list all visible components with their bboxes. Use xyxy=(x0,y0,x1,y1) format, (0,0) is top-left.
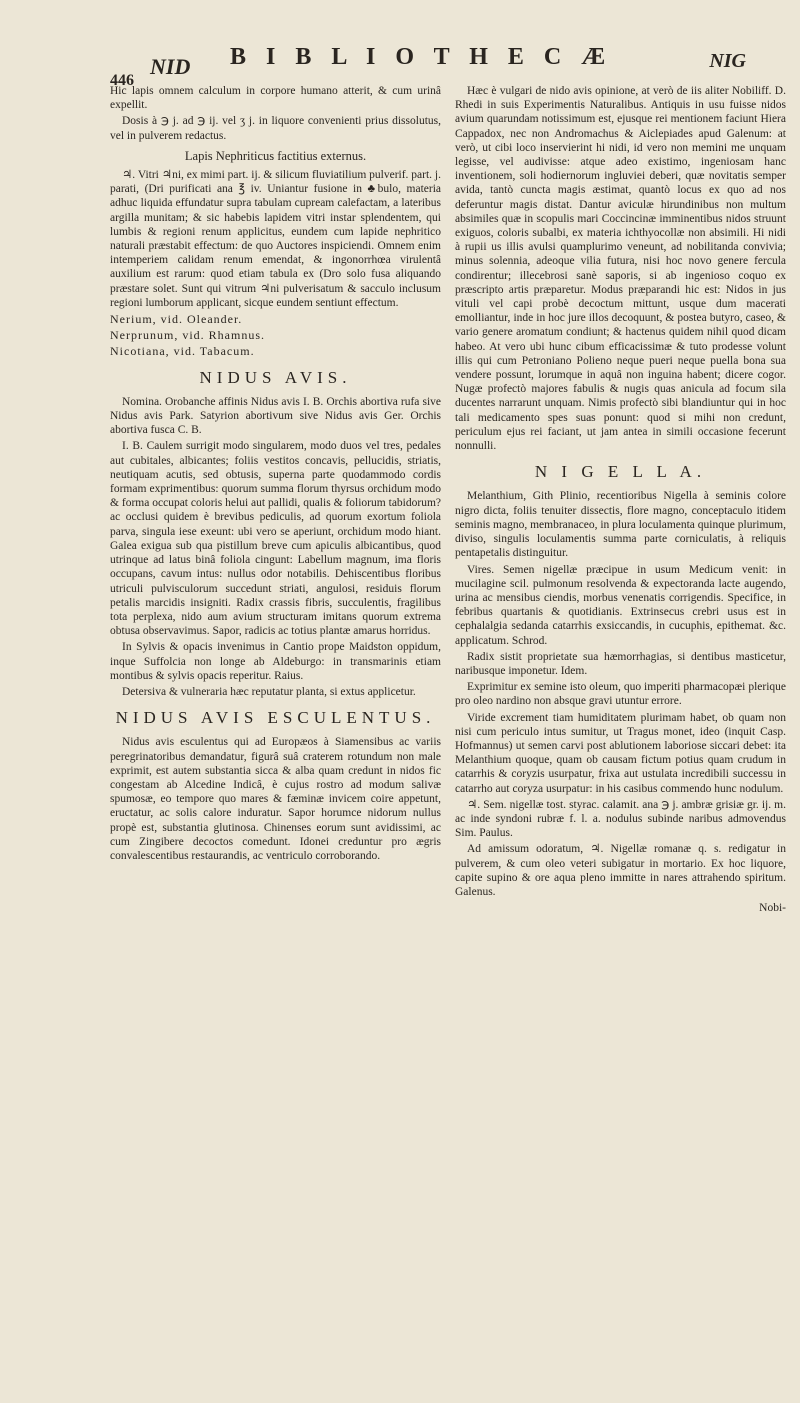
right-column xyxy=(455,84,786,915)
paragraph: Dosis à ℈ j. ad ℈ ij. vel ʒ j. in liquore convenienti prius dissolutus, vel in pulverem redactus. xyxy=(110,115,441,142)
paragraph: ♃. Sem. nigellæ tost. styrac. calamit. ana ℈ j. ambræ grisiæ gr. ij. m. ac inde syndoni rubræ f. l. a. nodulus subinde naribus admovendus Sim. Paulus. xyxy=(455,798,786,840)
section-heading: NIDUS AVIS ESCULENTUS. xyxy=(115,708,436,728)
paragraph: Detersiva & vulneraria hæc reputatur planta, si extus applicetur. xyxy=(122,685,416,698)
paragraph: Exprimitur ex semine isto oleum, quo imperiti pharmacopæi plerique pro oleo nardino non absque gravi utuntur errore. xyxy=(455,681,786,708)
header-title: B I B L I O T H E C Æ xyxy=(230,44,613,70)
cross-reference: Nerprunum, vid. Rhamnus. xyxy=(110,328,265,343)
paragraph: In Sylvis & opacis invenimus in Cantio prope Maidston oppidum, inque Suffolcia non longe ab Aldeburgo: in transmarinis etiam montibus & sylvis opacis reperitur. Raius. xyxy=(110,641,441,682)
header-left-abbr: NID xyxy=(150,54,191,79)
cross-reference: Nicotiana, vid. Tabacum. xyxy=(110,344,255,359)
paragraph: Hæc è vulgari de nido avis opinione, at verò de iis aliter Nobiliff. D. Rhedi in suis Experimentis Naturalibus. Antiquis in usu fuisse nidos avium quarundam notissimum est, ejusque rei mentionem faciunt Hiera Cappadox, nec non Andromachus & Aiclepiades apud Galenum: at verò, ut cibi loco inservierint hi nidi, id vero non memini me unquam legisse, vel audivisse: atque adeo existimo, ingeniosam hanc inventionem, soli hodiernorum ingluviei deberi, quæ novitatis semper avida, tantò cuncta magis æstimat, quantò locus ex quo ad nos deferuntur magis distat. Dantur aviculæ hirundinibus non multum absimiles quæ in scopulis mari Coccincinæ imminentibus nidos struunt exiguos, coloris subalbi, ex materia ichthyocollæ non absimili. Hi nidi à rupii us illis avulsi quamplurimo veneunt, ad nobilitanda convivia; minus solennia, adeoque vilia futura, nisi hoc novo genere fercula condirentur; illecebrosi sanè saporis, si ab ingenioso coquo ex præscripto artis præparetur. Modus præparandi hic est: Nidos in jus vituli vel capi probè decoctum mittunt, usque dum macerati emolliantur, inde in hoc jure illos decoquunt, & postea butyro, caseo, & vario genere aromatum condiunt; & hactenus quidem nihil quod dicam habeo. At vero ubi hunc cibum efficacissimæ & tuto prodesse volunt illis qui cum Petroniano Polieno neque pueri neque puella bona sua vendere possunt, lorumque in aquâ non inguina habent; dicere cogor. Nugæ profectò majores fabulis & nugis quas anicula ad focum sila ducentes narrarunt unquam. Nimis profectò sibi blandiuntur qui in hoc tali medicamento spes suas ponunt: quod si mihi non credunt, periculum ejus rei faciant, ut jam antea in simili occasione fecerunt nonnulli. xyxy=(455,85,786,453)
running-header xyxy=(110,44,786,89)
paragraph: Ad amissum odoratum, ♃. Nigellæ romanæ q. s. redigatur in pulverem, & cum oleo veteri subigatur in mortario. Ex hoc liquore, capite supino & ore aqua pleno immitte in nares attrahendo spiritum. Galenus. xyxy=(455,843,786,898)
paragraph: Radix sistit proprietate sua hæmorrhagias, si dentibus masticetur, naribusque imponetur. Idem. xyxy=(455,650,786,677)
left-column xyxy=(110,84,441,915)
paragraph: Nidus avis esculentus qui ad Europæos à Siamensibus ac variis peregrinatoribus demandatur, figurâ suâ craterem rotundum non male exprimit, est autem substantia sicca & alba quam credunt in nidos fic congestam ab Alcedine Indicâ, è cujus rostro ad modum salivæ spumosæ, eo tempore quo mares & fæminæ invicem coire appetunt, eructatur, ac solis calore induratur. Sapor horumce nidorum nullus propè est, substantia glutinosa. Chinenses eorum sunt avidissimi, ac cum Zingibere decoctos comedunt. Idonei creduntur pro ægris convalescentibus restaurandis, ac ventriculo corroborando. xyxy=(110,736,441,862)
section-heading: N I G E L L A. xyxy=(534,462,707,482)
header-right-abbr: NIG xyxy=(709,50,746,72)
section-heading: NIDUS AVIS. xyxy=(199,367,352,387)
text-columns xyxy=(110,84,786,915)
paragraph: Melanthium, Gith Plinio, recentioribus Nigella à seminis colore nigro dicta, foliis tenuiter dissectis, flore magno, conceptaculo itidem seminis magno, membranaceo, in plura loculamenta quinque plurimum, diviso, singulis loculamentis summa parte corniculatis, à reliquis pentapetalis distinguitur. xyxy=(455,490,786,560)
cross-reference: Nerium, vid. Oleander. xyxy=(110,312,243,327)
paragraph: Nomina. Orobanche affinis Nidus avis I. B. Orchis abortiva rufa sive Nidus avis Park. Satyrion abortivum sive Nidus avis Ger. Orchis abortiva fusca C. B. xyxy=(110,395,441,437)
catchword: Nobi- xyxy=(759,902,786,915)
paragraph: Hic lapis omnem calculum in corpore humano atterit, & cum urinâ expellit. xyxy=(110,85,441,112)
subheading: Lapis Nephriticus factitius externus. xyxy=(184,148,367,163)
paragraph: Vires. Semen nigellæ præcipue in usum Medicum venit: in mucilagine scil. pulmonum resolvenda & expectoranda lacte augendo, urina ac mensibus ciendis, morbus venenatis corrigendis. Specifice, in febribus quartanis & quotidianis. Extrinsecus crebri usus est in cephalalgia sedanda catarrhis exsiccandis, in cucuphis, epithemat. &c. applicatum. Schrod. xyxy=(455,563,786,647)
paragraph: ♃. Vitri ♃ni, ex mimi part. ij. & silicum fluviatilium pulverif. part. j. parati, (Dri purificati ana ℥ iv. Uniantur fusione in ♣bulo, materia adhuc liquida effundatur supra tabulam cupream calefactam, a lateribus argilla munitam; & sic habebis lapidem vitri instar splendentem, qui lumbis & regioni renum applicitus, eundem cum lapide nephritico naturali præstabit effectum: de quo Auctores inspiciendi. Omnem enim intemperiem calidam renum emendat, & ingonorrhœa virulentâ auxilium est rarum: quod etiam tabula ex (Dro solo fusa aliquando præstare solet. Sunt qui vitrum ♃ni pulverisatum & sacculo inclusum regioni lumborum applicant, sicque eundem sentiunt effectum. xyxy=(110,169,441,309)
paragraph: Viride excrement tiam humiditatem plurimam habet, ob quam non nisi cum periculo intus sumitur, ut Tragus monet, ideo (inquit Casp. Hofmannus) ut semen carvi post ablutionem laboriose siccari debet: ita Melanthium quoque, quam ob causam fictum potius quam crudum in catarrhis & coryzis usurpatur, frixa aut ustulata incredibili successu in catarrho aut coryza usurpatur: in his casibus commendo hunc nodulum. xyxy=(455,711,786,795)
paragraph: I. B. Caulem surrigit modo singularem, modo duos vel tres, pedales aut cubitales, albicantes; foliis vestitos concavis, pellucidis, striatis, neutiquam acutis, sed obtusis, superna parte quodammodo cordis formam exprimentibus: quorum summa florum thyrsus orchidum modo & forma occupat coloris helui aut pallidi, qualis & foliorum tabidorum? ac occlusi quidem è brevibus pediculis, ad quorum exortum foliola parva, singula iese exeunt: ubi vero se aperiunt, orchidum modo hiant. Galea exigua sub qua pistillum breve cum apiculis albicantibus, quod utrinque ad latus binâ foliola cingunt: Labellum magnum, ima floris occupans, cavum intus: nullus odor notabilis. Dehiscentibus floribus utriculi pulvisculorum succedunt striati, angulosi, residuis florum petalis marcidis insigniti. Radix crassis fibris, succulentis, fragilibus tota perplexa, nido aum avium structuram imitans quorum extrema obtusa observavimus. Sapor, radicis ac totius plantæ amarus horridus. xyxy=(110,440,441,638)
page-number: 446 xyxy=(110,72,134,89)
